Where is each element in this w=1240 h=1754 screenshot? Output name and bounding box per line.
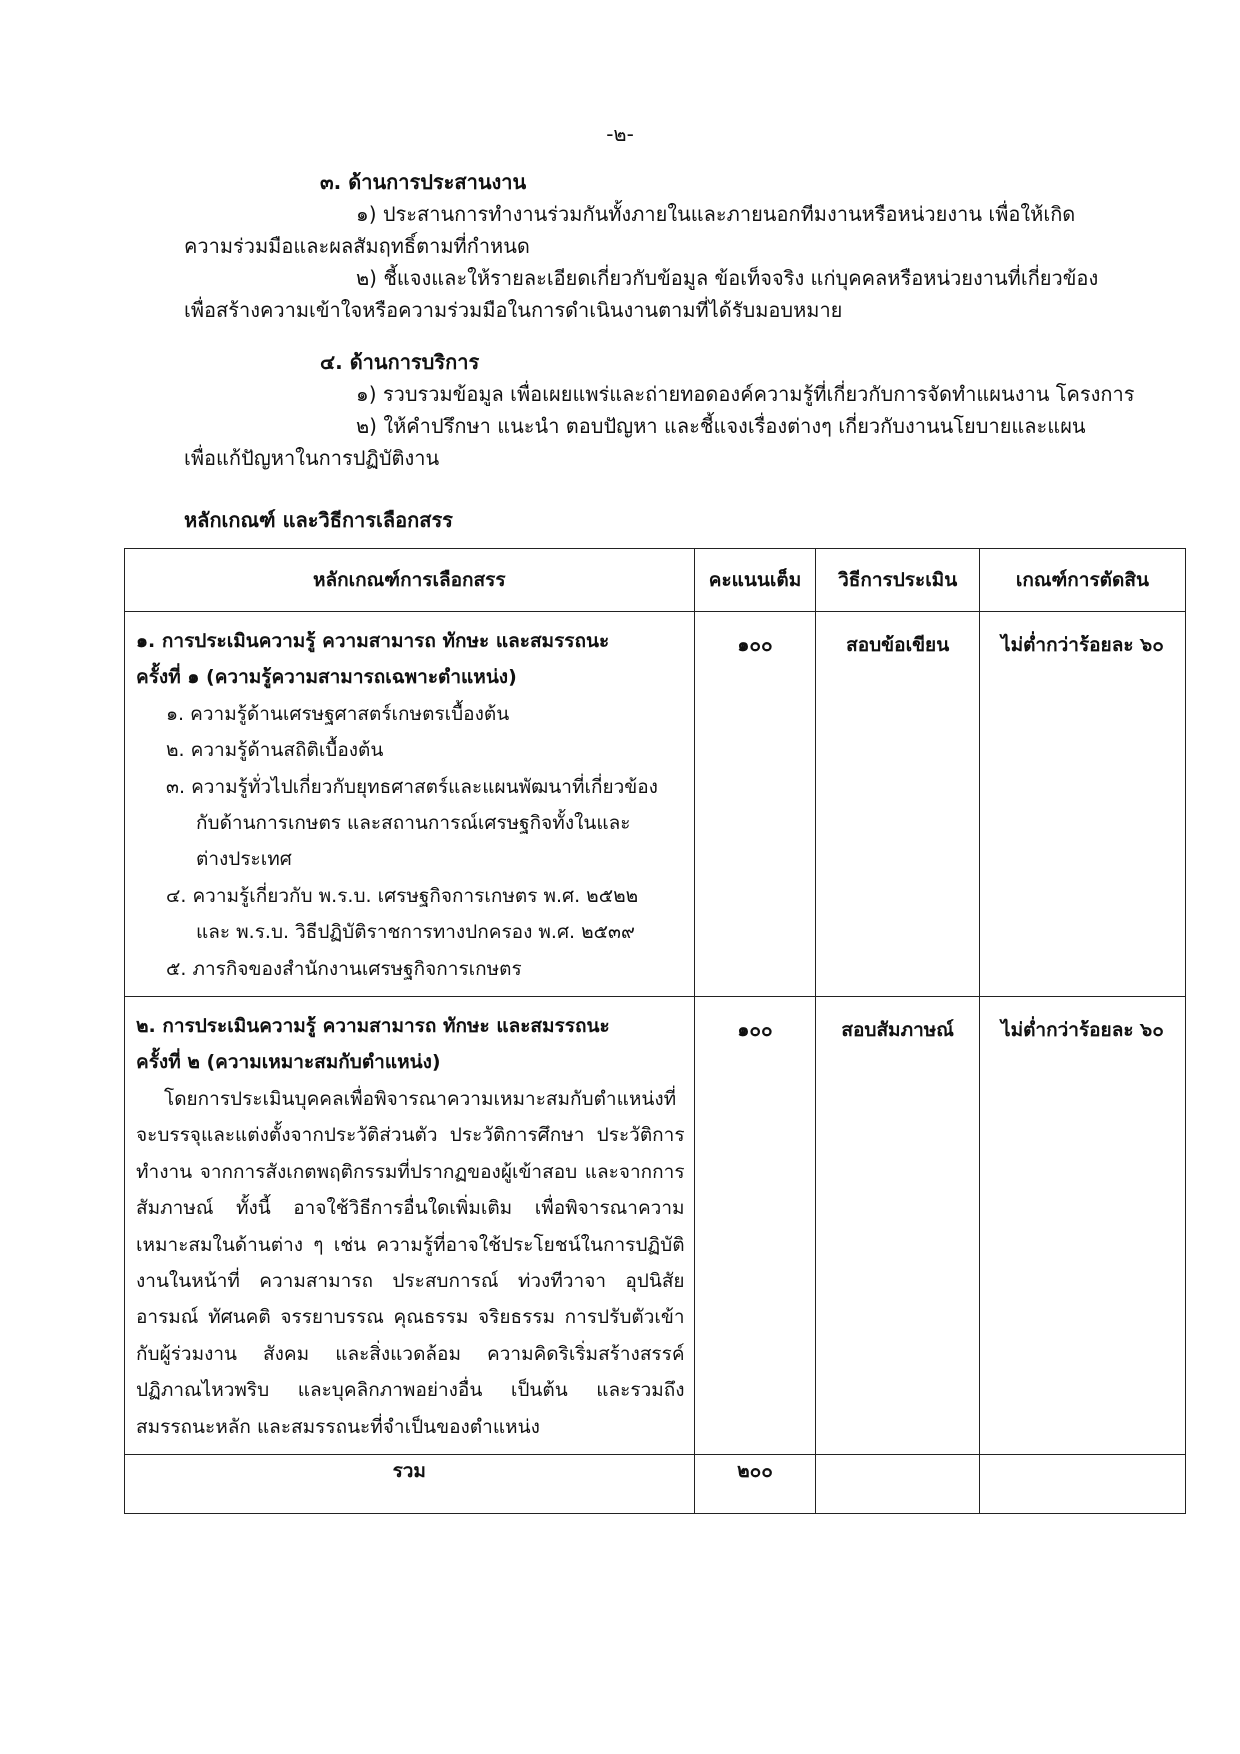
list-item: ๒. ความรู้ด้านสถิติเบื้องต้น: [166, 739, 384, 762]
row-title: ๑. การประเมินความรู้ ความสามารถ ทักษะ และสมรรถนะ: [136, 630, 610, 652]
list-item-continuation: กับด้านการเกษตร และสถานการณ์เศรษฐกิจทั้งในและ: [196, 812, 631, 835]
section-heading: ๔. ด้านการบริการ: [320, 350, 480, 374]
table-header: คะแนนเต็ม: [694, 549, 816, 612]
table-header: วิธีการประเมิน: [816, 549, 979, 612]
section-heading: ๓. ด้านการประสานงาน: [320, 170, 527, 194]
section-coordination: [0, 166, 1240, 326]
section-item-line: ๒) ให้คำปรึกษา แนะนำ ตอบปัญหา และชี้แจงเรื่องต่างๆ เกี่ยวกับงานนโยบายและแผน: [356, 414, 1086, 438]
score-cell: ๑๐๐: [694, 997, 816, 1455]
list-item-continuation: ต่างประเทศ: [196, 848, 292, 871]
list-item: ๓. ความรู้ทั่วไปเกี่ยวกับยุทธศาสตร์และแผนพัฒนาที่เกี่ยวข้อง: [166, 775, 658, 798]
row-title: ๒. การประเมินความรู้ ความสามารถ ทักษะ และสมรรถนะ: [136, 1015, 610, 1038]
criterion-cell: ไม่ต่ำกว่าร้อยละ ๖๐: [979, 612, 1185, 997]
criteria-table: [124, 548, 1186, 1514]
total-score: ๒๐๐: [694, 1454, 816, 1513]
list-item: ๔. ความรู้เกี่ยวกับ พ.ร.บ. เศรษฐกิจการเกษตร พ.ศ. ๒๕๒๒: [166, 884, 639, 907]
section-item-line: เพื่อแก้ปัญหาในการปฏิบัติงาน: [184, 446, 440, 470]
empty-cell: [979, 1454, 1185, 1513]
criteria-cell: [125, 997, 695, 1455]
page-number: -๒-: [606, 122, 634, 146]
list-item: ๕. ภารกิจของสำนักงานเศรษฐกิจการเกษตร: [166, 957, 522, 980]
method-cell: สอบข้อเขียน: [816, 612, 979, 997]
score-cell: ๑๐๐: [694, 612, 816, 997]
method-cell: สอบสัมภาษณ์: [816, 997, 979, 1455]
section-item-line: ๑) ประสานการทำงานร่วมกันทั้งภายในและภายนอกทีมงานหรือหน่วยงาน เพื่อให้เกิด: [356, 202, 1076, 226]
table-header: เกณฑ์การตัดสิน: [979, 549, 1185, 612]
table-row: [125, 612, 1186, 997]
row-paragraph: โดยการประเมินบุคคลเพื่อพิจารณาความเหมาะสมกับตำแหน่งที่จะบรรจุและแต่งตั้งจากประวัติส่วนตัว ประวัติการศึกษา ประวัติการทำงาน จากการสังเกตพฤติกรรมที่ปรากฏของผู้เข้าสอบ และจากการสัมภาษณ์ ทั้งนี้ อาจใช้วิธีการอื่นใดเพิ่มเติม เพื่อพิจารณาความเหมาะสมในด้านต่าง ๆ เช่น ความรู้ที่อาจใช้ประโยชน์ในการปฏิบัติงานในหน้าที่ ความสามารถ ประสบการณ์ ท่วงทีวาจา อุปนิสัย อารมณ์ ทัศนคติ จรรยาบรรณ คุณธรรม จริยธรรม การปรับตัวเข้ากับผู้ร่วมงาน สังคม และสิ่งแวดล้อม ความคิดริเริ่มสร้างสรรค์ ปฏิภาณไหวพริบ และบุคลิกภาพอย่างอื่น เป็นต้น และรวมถึงสมรรถนะหลัก และสมรรถนะที่จำเป็นของตำแหน่ง: [136, 1087, 685, 1438]
row-title: ครั้งที่ ๑ (ความรู้ความสามารถเฉพาะตำแหน่ง): [136, 666, 517, 689]
row-title: ครั้งที่ ๒ (ความเหมาะสมกับตำแหน่ง): [136, 1051, 441, 1074]
criterion-cell: ไม่ต่ำกว่าร้อยละ ๖๐: [979, 997, 1185, 1455]
criteria-title: หลักเกณฑ์ และวิธีการเลือกสรร: [184, 508, 453, 532]
total-row: [125, 1454, 1186, 1513]
table-header-row: [125, 549, 1186, 612]
table-row: [125, 997, 1186, 1455]
criteria-cell: [125, 612, 695, 997]
section-item-line: ความร่วมมือและผลสัมฤทธิ์ตามที่กำหนด: [184, 234, 530, 258]
section-item-line: เพื่อสร้างความเข้าใจหรือความร่วมมือในการดำเนินงานตามที่ได้รับมอบหมาย: [184, 298, 843, 322]
total-label: รวม: [125, 1454, 695, 1513]
section-service: [0, 346, 1240, 474]
section-item-line: ๑) รวบรวมข้อมูล เพื่อเผยแพร่และถ่ายทอดองค์ความรู้ที่เกี่ยวกับการจัดทำแผนงาน โครงการ: [356, 382, 1135, 406]
list-item-continuation: และ พ.ร.บ. วิธีปฏิบัติราชการทางปกครอง พ.ศ. ๒๕๓๙: [196, 921, 635, 944]
list-item: ๑. ความรู้ด้านเศรษฐศาสตร์เกษตรเบื้องต้น: [166, 702, 510, 725]
empty-cell: [816, 1454, 979, 1513]
section-item-line: ๒) ชี้แจงและให้รายละเอียดเกี่ยวกับข้อมูล ข้อเท็จจริง แก่บุคคลหรือหน่วยงานที่เกี่ยวข้อง: [356, 266, 1099, 290]
table-header: หลักเกณฑ์การเลือกสรร: [125, 549, 695, 612]
